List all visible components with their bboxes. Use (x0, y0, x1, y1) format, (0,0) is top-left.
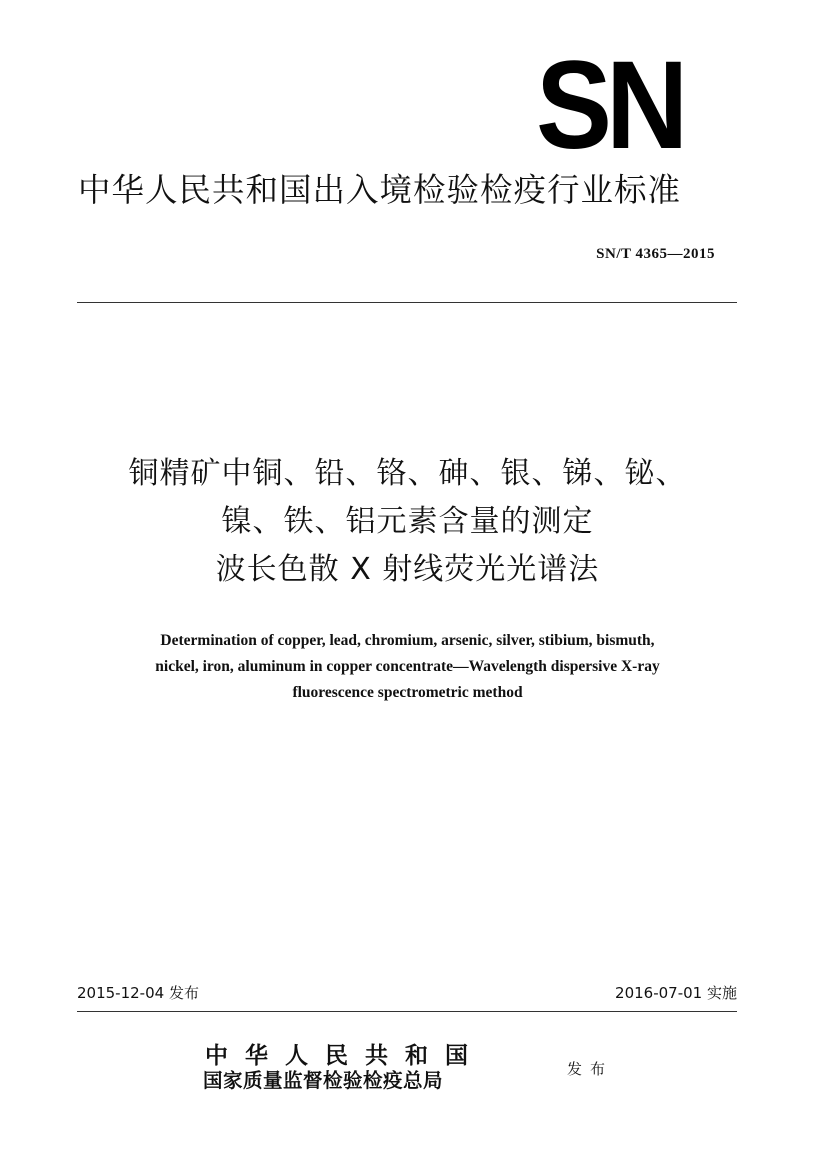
sn-logo: SN (536, 36, 683, 176)
english-title-line-1: Determination of copper, lead, chromium, arsenic, silver, stibium, bismuth, (160, 632, 655, 649)
top-divider (77, 302, 737, 303)
issuer-line-1: 中华人民共和国 (205, 1042, 485, 1069)
english-title-line-3: fluorescence spectrometric method (292, 684, 523, 701)
implementation-date: 2016-07-01 实施 (615, 984, 737, 1002)
english-title-line-2: nickel, iron, aluminum in copper concentrate—Wavelength dispersive X-ray (155, 658, 660, 675)
chinese-title-line-2: 镍、铁、铝元素含量的测定 (221, 504, 594, 539)
chinese-title-line-1: 铜精矿中铜、铅、铬、砷、银、锑、铋、 (128, 456, 687, 491)
bottom-divider (77, 1011, 737, 1012)
issuer-suffix: 发布 (567, 1060, 614, 1078)
chinese-title-line-3: 波长色散 X 射线荧光光谱法 (215, 552, 600, 587)
issuer-line-2: 国家质量监督检验检疫总局 (203, 1069, 444, 1092)
chinese-title (0, 450, 815, 594)
agency-title: 中华人民共和国出入境检验检疫行业标准 (78, 171, 682, 209)
issue-date: 2015-12-04 发布 (77, 984, 199, 1002)
standard-number: SN/T 4365—2015 (596, 246, 715, 262)
english-title (70, 628, 745, 706)
